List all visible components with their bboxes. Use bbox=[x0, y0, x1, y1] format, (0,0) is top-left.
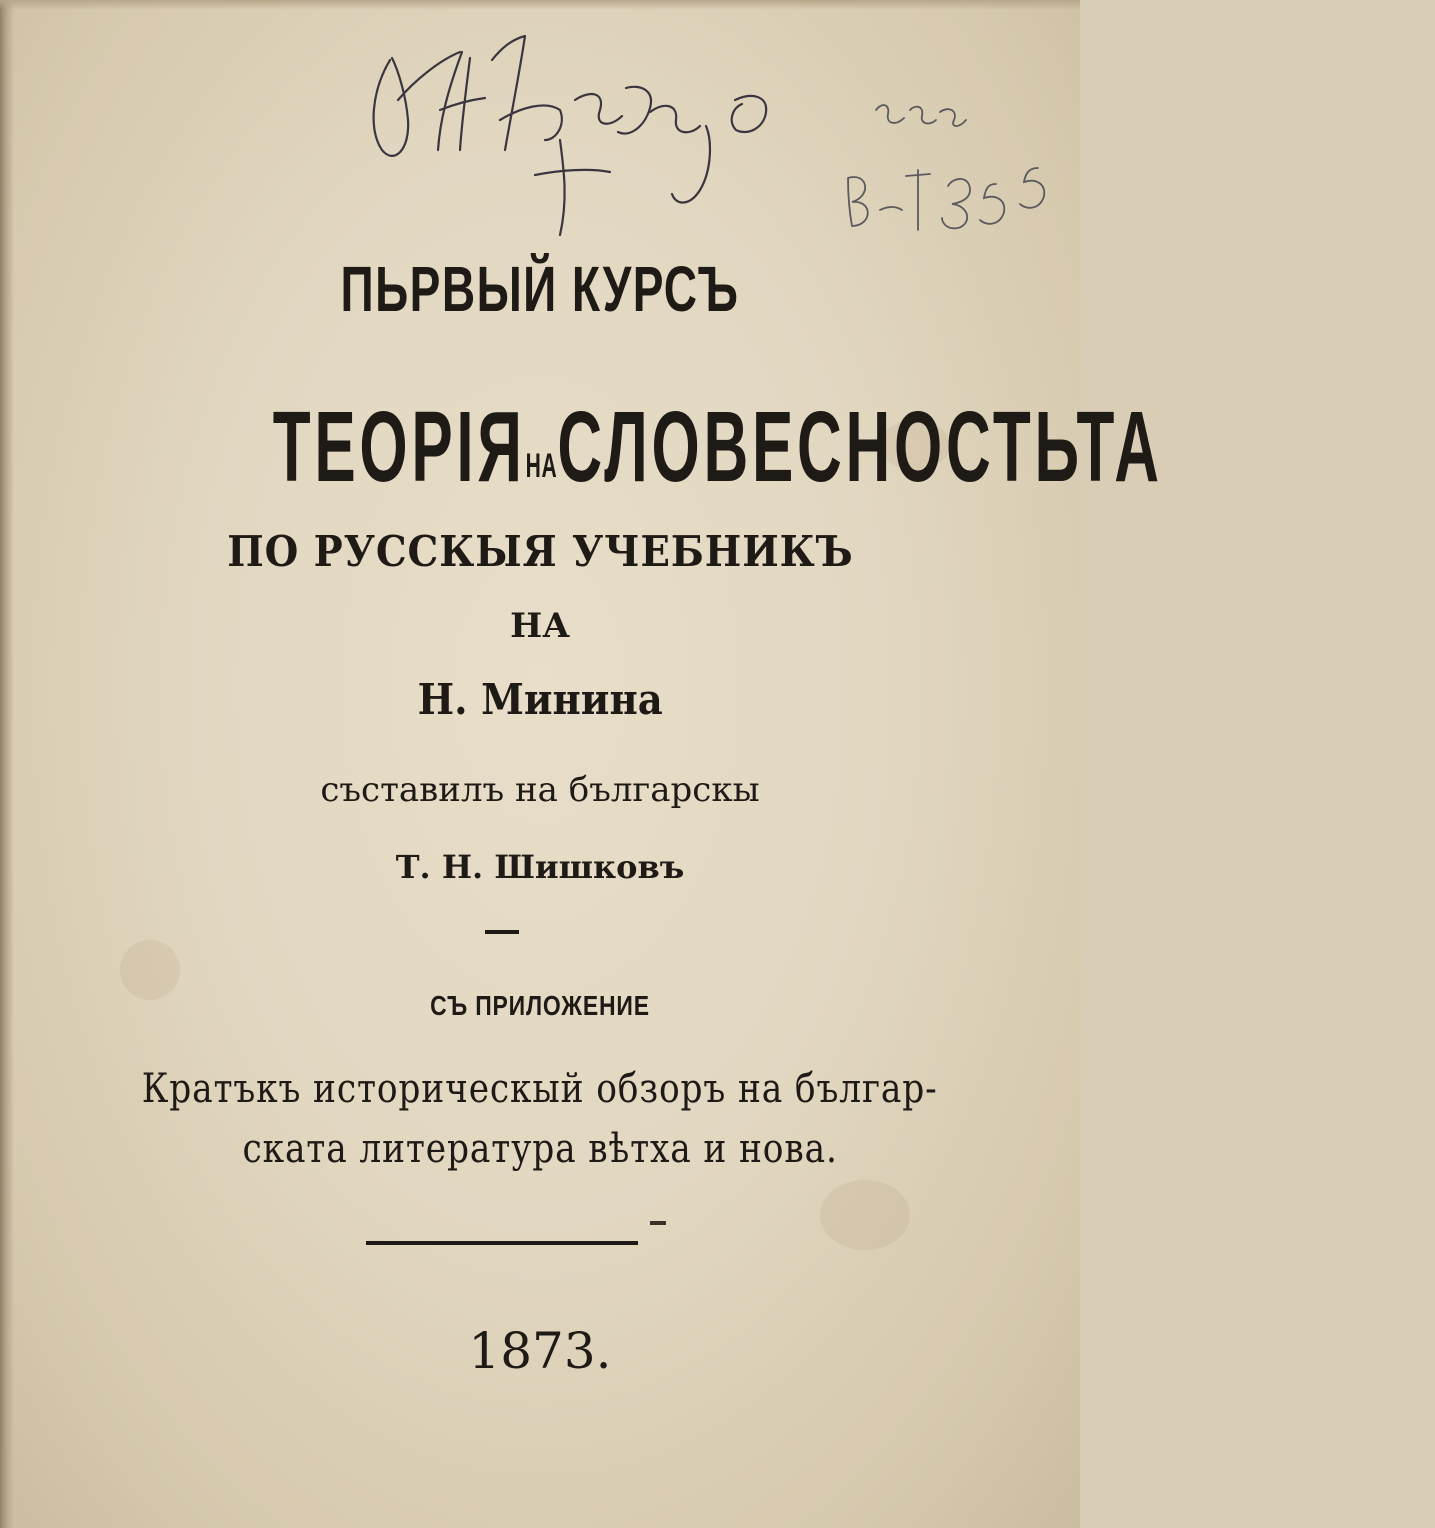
title-main-word-1: ТЕОРІЯ bbox=[272, 391, 526, 503]
appendix-description-line-2: ската литература вѣтха и нова. bbox=[242, 1126, 838, 1172]
title-main-word-2: СЛОВЕСНОСТЬТА bbox=[557, 391, 1163, 503]
publication-year: 1873. bbox=[468, 1322, 612, 1380]
compiled-by-label: съставилъ на българскы bbox=[320, 770, 760, 810]
preposition-na: НА bbox=[510, 606, 570, 646]
subtitle: ПО РУССКЫЯ УЧЕБНИКЪ bbox=[226, 527, 854, 576]
compiler-name: Т. Н. Шишковъ bbox=[395, 848, 685, 886]
title-main bbox=[0, 388, 1163, 505]
separator-dash bbox=[485, 930, 519, 934]
foxing-spot bbox=[820, 1180, 910, 1250]
appendix-label: СЪ ПРИЛОЖЕНИЕ bbox=[430, 990, 650, 1021]
horizontal-rule bbox=[366, 1241, 638, 1245]
title-main-conjunction: НА bbox=[525, 447, 558, 485]
author-name: Н. Минина bbox=[417, 675, 663, 724]
rule-tick-mark bbox=[650, 1221, 666, 1225]
title-first-line: ПЬРВЫЙ КУРСЪ bbox=[340, 253, 740, 325]
appendix-description-line-1: Кратъкъ историческый обзоръ на българ- bbox=[142, 1066, 938, 1112]
